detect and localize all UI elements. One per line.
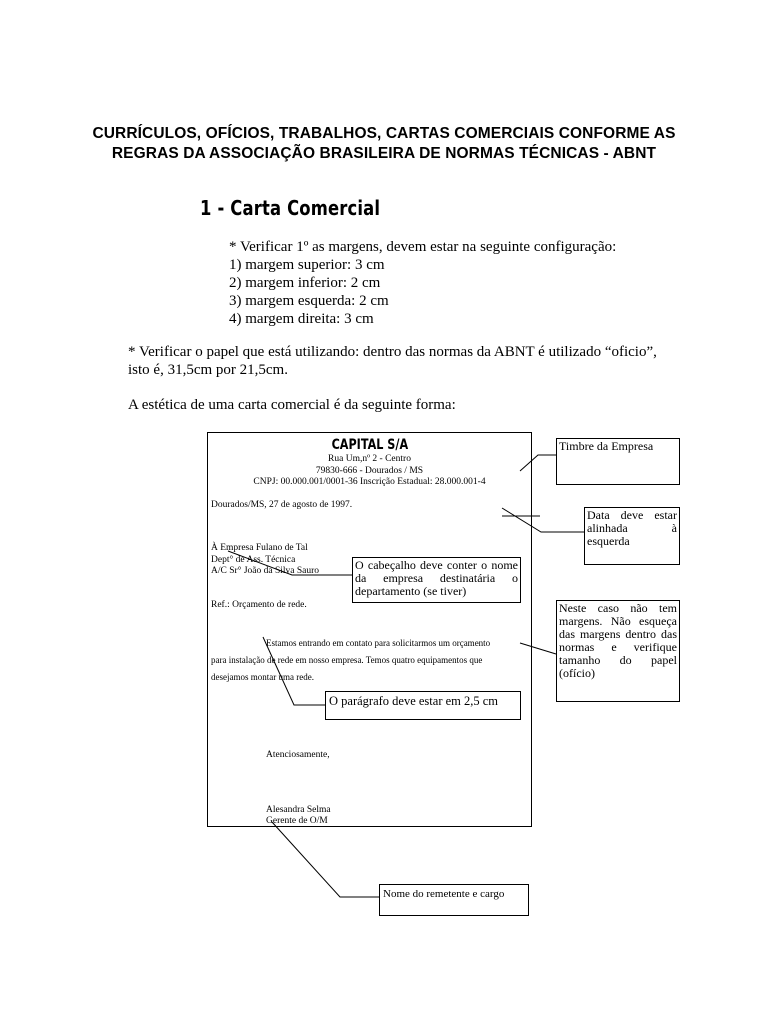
margin-item-right: 4) margem direita: 3 cm: [229, 311, 374, 327]
note-letterhead: Timbre da Empresa: [556, 438, 680, 485]
margin-item-left: 3) margem esquerda: 2 cm: [229, 293, 389, 309]
letter-recipient-3: A/C Sr° João da Silva Sauro: [211, 566, 320, 576]
margins-callout-line: [520, 643, 556, 654]
letter-body-2: para instalação de rede em nosso empresa. Temos quatro equipamentos que: [211, 655, 483, 665]
margin-item-bottom: 2) margem inferior: 2 cm: [229, 275, 381, 291]
paper-line-2: isto é, 31,5cm por 21,5cm.: [128, 362, 288, 378]
letter-signer-name: Alesandra Selma: [266, 805, 331, 815]
letter-registry: CNPJ: 00.000.001/0001-36 Inscrição Estadual: 28.000.001-4: [253, 477, 486, 487]
letter-date: Dourados/MS, 27 de agosto de 1997.: [211, 500, 353, 510]
letter-address-2: 79830-666 - Dourados / MS: [315, 466, 424, 476]
letter-body-1: Estamos entrando em contato para solicitarmos um orçamento: [266, 638, 491, 648]
note-header-content: O cabeçalho deve conter o nome da empresa destinatária o departamento (se tiver): [352, 557, 521, 603]
letter-reference: Ref.: Orçamento de rede.: [211, 600, 307, 610]
letter-address-1: Rua Um,nº 2 - Centro: [328, 454, 411, 464]
header-callout-line: [228, 551, 352, 575]
letter-recipient-1: À Empresa Fulano de Tal: [211, 543, 308, 553]
sender-callout-line: [272, 822, 379, 897]
note-sender: Nome do remetente e cargo: [379, 884, 529, 916]
note-paragraph-indent: O parágrafo deve estar em 2,5 cm: [325, 691, 521, 720]
title-line-1: CURRÍCULOS, OFÍCIOS, TRABALHOS, CARTAS COMERCIAIS CONFORME AS: [92, 125, 676, 142]
margins-intro: * Verificar 1º as margens, devem estar na seguinte configuração:: [229, 239, 617, 255]
note-date-alignment: Data deve estar alinhada à esquerda: [584, 507, 680, 565]
margin-item-top: 1) margem superior: 3 cm: [229, 257, 385, 273]
paragraph-callout-line: [263, 637, 325, 705]
letter-recipient-2: Dept° de Ass. Técnica: [211, 555, 296, 565]
title-line-2: REGRAS DA ASSOCIAÇÃO BRASILEIRA DE NORMAS TÉCNICAS - ABNT: [111, 145, 657, 162]
letterhead-callout-line: [520, 455, 556, 471]
letter-company-name: CAPITAL S/A: [331, 437, 408, 453]
date-callout-line: [502, 508, 584, 532]
section-title: 1 - Carta Comercial: [200, 196, 381, 220]
paper-line-1: * Verificar o papel que está utilizando: dentro das normas da ABNT é utilizado “oficio”,: [128, 344, 657, 360]
letter-body-3: desejamos montar uma rede.: [211, 672, 314, 682]
letter-closing: Atenciosamente,: [266, 750, 330, 760]
letter-signer-title: Gerente de O/M: [266, 816, 328, 826]
note-margins: Neste caso não tem margens. Não esqueça das margens dentro das normas e verifique tamanho do papel (ofício): [556, 600, 680, 702]
form-intro: A estética de uma carta comercial é da seguinte forma:: [128, 397, 456, 413]
